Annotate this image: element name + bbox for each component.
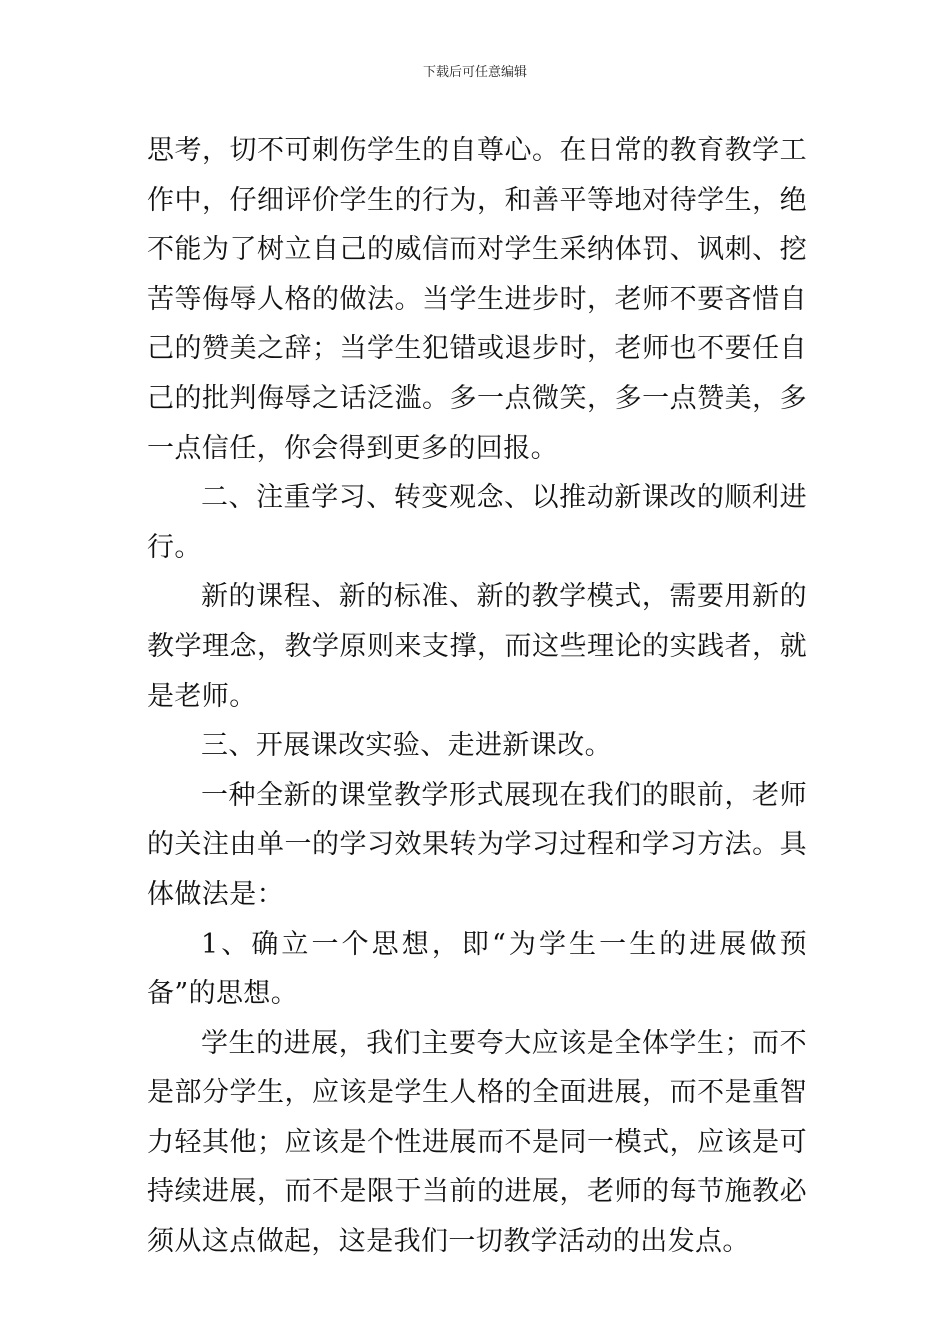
section-heading-two: 二、注重学习、转变观念、以推动新课改的顺利进行。 <box>147 482 807 563</box>
paragraph-new-curriculum: 新的课程、新的标准、新的教学模式，需要用新的教学理念，教学原则来支撑，而这些理论的实践者，就是老师。 <box>147 581 807 712</box>
paragraph-continuation: 思考，切不可刺伤学生的自尊心。在日常的教育教学工作中，仔细评价学生的行为，和善平等地对待学生，绝不能为了树立自己的威信而对学生采纳体罚、讽刺、挖苦等侮辱人格的做法。当学生进步时，老师不要吝惜自己的赞美之辞；当学生犯错或退步时，老师也不要任自己的批判侮辱之话泛滥。多一点微笑，多一点赞美，多一点信任，你会得到更多的回报。 <box>147 135 807 464</box>
section-heading-three: 三、开展课改实验、走进新课改。 <box>201 730 612 762</box>
paragraph-new-teaching-form: 一种全新的课堂教学形式展现在我们的眼前，老师的关注由单一的学习效果转为学习过程和学习方法。具体做法是： <box>147 779 807 910</box>
paragraph-student-development: 学生的进展，我们主要夸大应该是全体学生；而不是部分学生，应该是学生人格的全面进展，而不是重智力轻其他；应该是个性进展而不是同一模式，应该是可持续进展，而不是限于当前的进展，老师的每节施教必须从这点做起，这是我们一切教学活动的出发点。 <box>147 1027 807 1258</box>
page-header: 下载后可任意编辑 <box>422 65 527 80</box>
item-heading-one: 1、确立一个思想，即“为学生一生的进展做预备”的思想。 <box>147 928 807 1010</box>
document-body <box>147 126 807 1267</box>
